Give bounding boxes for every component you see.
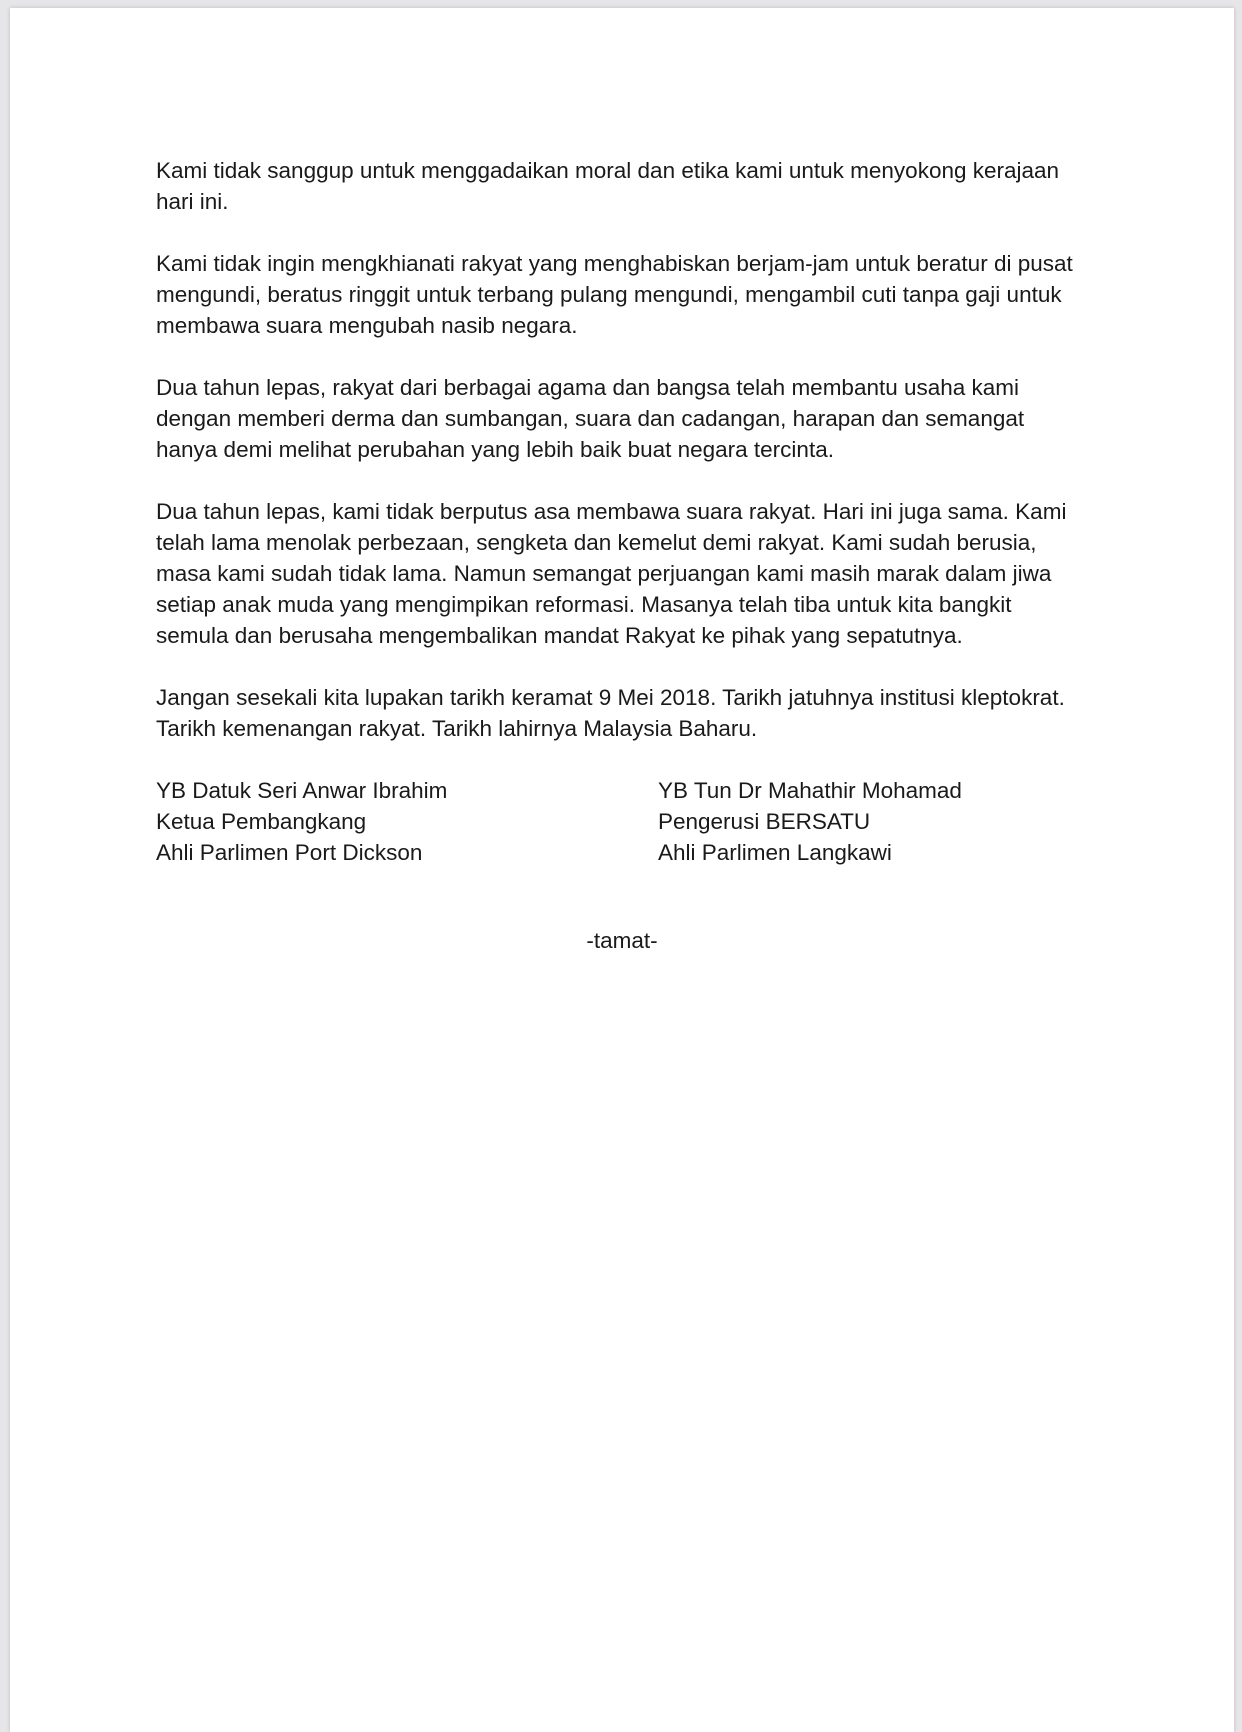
signatory-mahathir — [658, 775, 962, 868]
signatory-name: YB Datuk Seri Anwar Ibrahim — [156, 778, 448, 803]
paragraph-4: Dua tahun lepas, kami tidak berputus asa membawa suara rakyat. Hari ini juga sama. Kami telah lama menolak perbezaan, sengketa dan kemelut demi rakyat. Kami sudah berusia, masa kami sudah tidak lama. Namun semangat perjuangan kami masih marak dalam jiwa setiap anak muda yang mengimpikan reformasi. Masanya telah tiba untuk kita bangkit semula dan berusaha mengembalikan mandat Rakyat ke pihak yang sepatutnya. — [156, 499, 1067, 648]
document-body — [156, 155, 1096, 868]
signatory-name: YB Tun Dr Mahathir Mohamad — [658, 778, 962, 803]
signatory-constituency: Ahli Parlimen Port Dickson — [156, 840, 423, 865]
signature-block — [156, 775, 1096, 868]
end-mark: -tamat- — [586, 928, 658, 953]
signatory-title: Pengerusi BERSATU — [658, 809, 871, 834]
paragraph-3: Dua tahun lepas, rakyat dari berbagai agama dan bangsa telah membantu usaha kami dengan memberi derma dan sumbangan, suara dan cadangan, harapan dan semangat hanya demi melihat perubahan yang lebih baik buat negara tercinta. — [156, 375, 1025, 462]
document-page — [10, 8, 1234, 1732]
signatory-anwar — [156, 775, 447, 868]
paragraph-5: Jangan sesekali kita lupakan tarikh keramat 9 Mei 2018. Tarikh jatuhnya institusi kleptokrat. Tarikh kemenangan rakyat. Tarikh lahirnya Malaysia Baharu. — [156, 685, 1065, 741]
paragraph-2: Kami tidak ingin mengkhianati rakyat yang menghabiskan berjam-jam untuk beratur di pusat mengundi, beratus ringgit untuk terbang pulang mengundi, mengambil cuti tanpa gaji untuk membawa suara mengubah nasib negara. — [156, 251, 1073, 338]
paragraph-1: Kami tidak sanggup untuk menggadaikan moral dan etika kami untuk menyokong kerajaan hari ini. — [156, 158, 1060, 214]
signatory-title: Ketua Pembangkang — [156, 809, 367, 834]
signatory-constituency: Ahli Parlimen Langkawi — [658, 840, 892, 865]
